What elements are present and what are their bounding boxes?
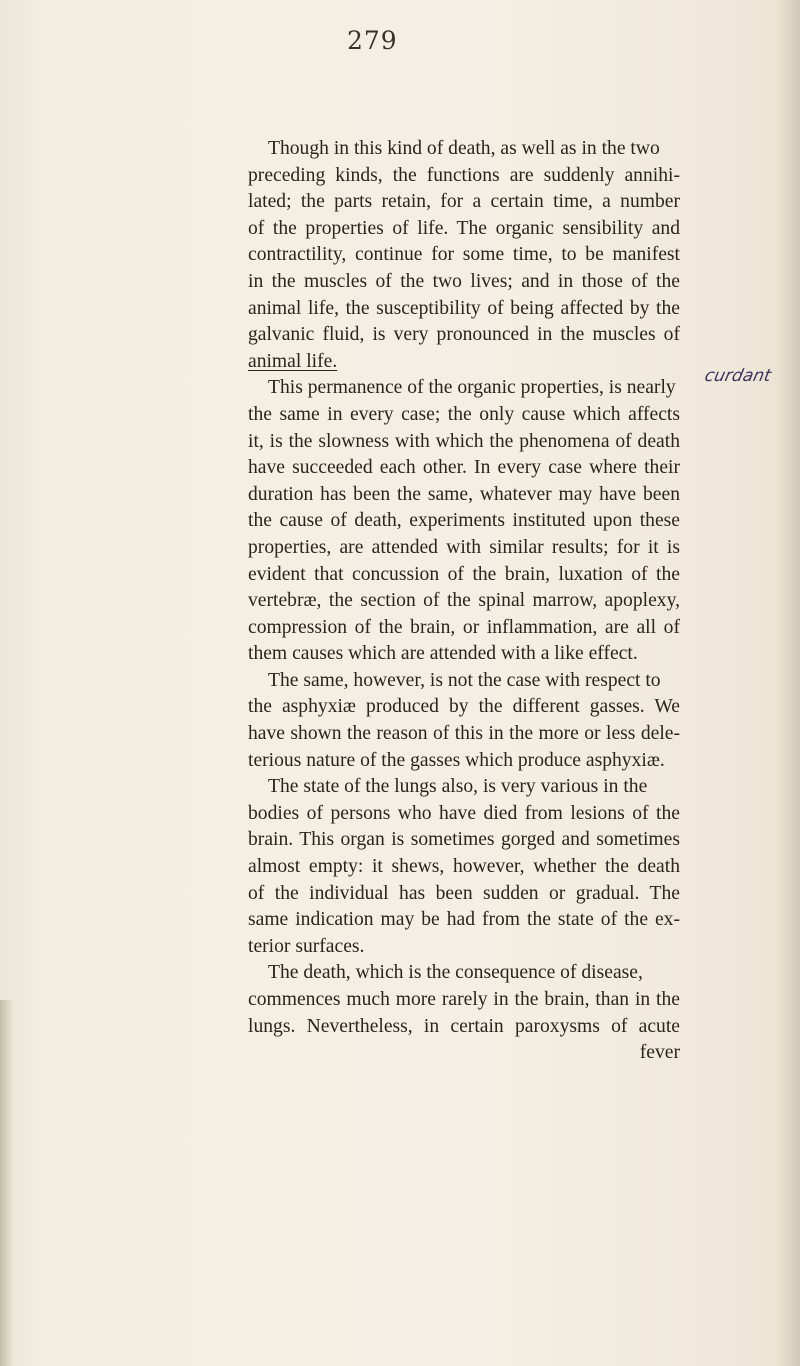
page-left-edge <box>0 1000 14 1366</box>
text-line: lungs. Nevertheless, in certain paroxysms of acute <box>248 1015 680 1037</box>
text-line: The death, which is the consequence of disease, <box>268 962 643 984</box>
text-line: evident that concussion of the brain, luxation of the <box>248 563 680 585</box>
text-line: terior surfaces. <box>248 935 365 957</box>
text-line: vertebræ, the section of the spinal marrow, apoplexy, <box>248 590 680 612</box>
text-line: the same in every case; the only cause which affects <box>248 403 680 425</box>
page-number: 279 <box>347 26 398 55</box>
text-line: This permanence of the organic properties, is nearly <box>268 377 676 399</box>
text-line: galvanic fluid, is very pronounced in the muscles of <box>248 324 680 346</box>
text-line: of the individual has been sudden or gradual. The <box>248 882 680 904</box>
text-line: them causes which are attended with a like effect. <box>248 643 638 665</box>
text-line: lated; the parts retain, for a certain time, a number <box>248 191 680 213</box>
text-line: have succeeded each other. In every case where their <box>248 457 680 479</box>
text-line: compression of the brain, or inflammation, are all of <box>248 616 680 638</box>
body-text <box>248 136 680 1067</box>
text-line: The state of the lungs also, is very various in the <box>268 776 648 798</box>
text-line: properties, are attended with similar results; for it is <box>248 536 680 558</box>
text-line: contractility, continue for some time, to be manifest <box>248 244 680 266</box>
text-line: have shown the reason of this in the more or less dele- <box>248 723 680 745</box>
text-line: the cause of death, experiments instituted upon these <box>248 510 680 532</box>
text-line: brain. This organ is sometimes gorged and sometimes <box>248 829 680 851</box>
page-right-edge <box>778 0 800 1366</box>
text-line: fever <box>639 1042 680 1064</box>
text-line: duration has been the same, whatever may have been <box>248 483 680 505</box>
text-line: terious nature of the gasses which produce asphyxiæ. <box>248 749 665 771</box>
text-line: animal life, the susceptibility of being affected by the <box>248 297 680 319</box>
text-line: Though in this kind of death, as well as in the two <box>268 138 660 159</box>
text-line: almost empty: it shews, however, whether the death <box>248 856 680 878</box>
text-line: preceding kinds, the functions are suddenly annihi- <box>248 164 680 186</box>
text-line: commences much more rarely in the brain, than in the <box>248 989 680 1010</box>
text-line: of the properties of life. The organic sensibility and <box>248 217 680 239</box>
text-line: in the muscles of the two lives; and in those of the <box>248 270 680 292</box>
text-line: The same, however, is not the case with respect to <box>268 669 661 691</box>
text-line: same indication may be had from the state of the ex- <box>248 909 680 931</box>
handwritten-margin-note: curdant <box>702 366 773 386</box>
text-line: it, is the slowness with which the phenomena of death <box>248 430 680 452</box>
text-line: animal life. <box>248 350 338 372</box>
text-line: bodies of persons who have died from lesions of the <box>248 802 680 824</box>
text-line: the asphyxiæ produced by the different gasses. We <box>248 696 680 718</box>
